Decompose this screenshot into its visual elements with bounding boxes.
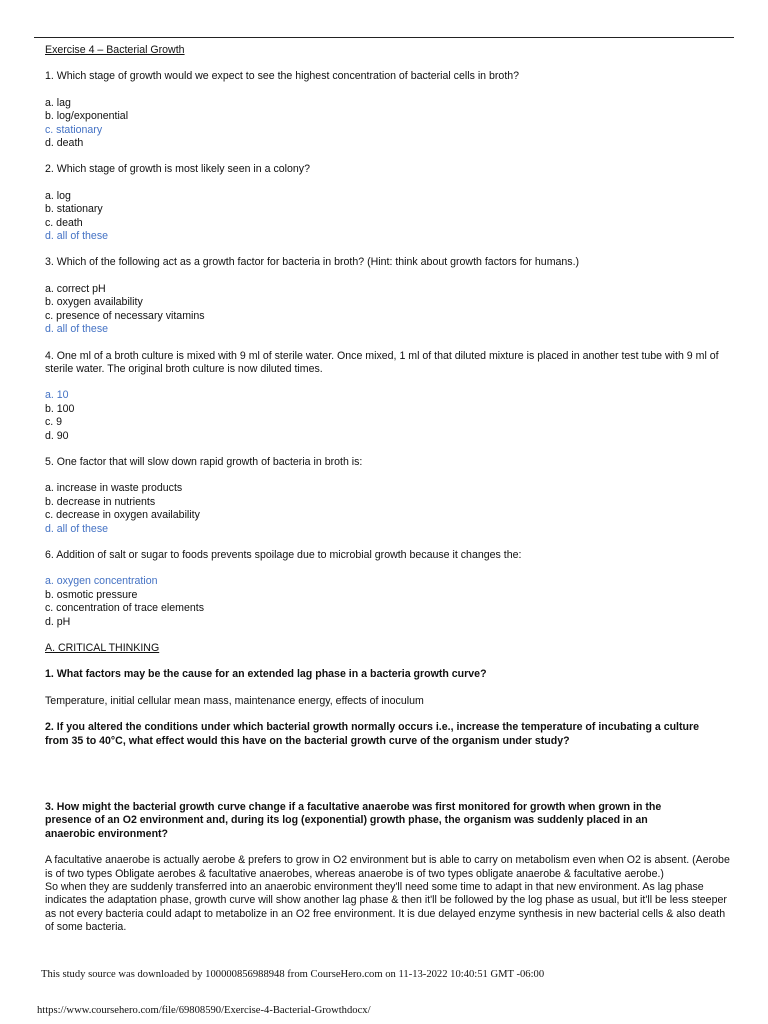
- question-6-options: [45, 575, 735, 629]
- question-5-options: [45, 482, 735, 536]
- question-3: 3. Which of the following act as a growth factor for bacteria in broth? (Hint: think about growth factors for humans.): [45, 256, 580, 269]
- question-6: 6. Addition of salt or sugar to foods prevents spoilage due to microbial growth because it changes the:: [45, 548, 522, 561]
- option: a. lag: [45, 96, 71, 109]
- critical-question-3: 3. How might the bacterial growth curve change if a facultative anaerobe was first monitored for growth when grown in the presence of an O2 environment and, during its log (exponential) growth phase, the organism was suddenly placed in an anaerobic environment?: [45, 801, 662, 840]
- option: d. pH: [45, 615, 71, 628]
- answer-option: c. stationary: [45, 123, 103, 136]
- critical-answer-3-para-1: A facultative anaerobe is actually aerobe & prefers to grow in O2 environment but is able to carry on metabolism even when O2 is absent. (Aerobe is of two types Obligate aerobes & facultative anaerobes, whereas anaerobe is of two types obligate anaerobe & facultative aerobe.): [45, 854, 730, 880]
- option: b. log/exponential: [45, 110, 129, 123]
- critical-question-1: 1. What factors may be the cause for an extended lag phase in a bacteria growth curve?: [45, 668, 487, 681]
- question-4-options: [45, 389, 735, 443]
- answer-option: d. all of these: [45, 522, 109, 535]
- question-4: 4. One ml of a broth culture is mixed with 9 ml of sterile water. Once mixed, 1 ml of that diluted mixture is placed in another test tube with 9 ml of sterile water. The original broth culture is now diluted times.: [45, 349, 719, 375]
- option: c. decrease in oxygen availability: [45, 509, 200, 522]
- document-body: [45, 44, 735, 935]
- option: a. log: [45, 189, 71, 202]
- critical-answer-3-para-2: So when they are suddenly transferred into an anaerobic environment they'll need some time to adapt in that new environment. As lag phase indicates the adaptation phase, growth curve will show another lag phase & then it'll be followed by the log phase as usual, but it'll be less steeper as not every bacteria could adapt to metabolize in an O2 free environment. It is due delayed enzyme synthesis in new bacterial cells & also death of some bacteria.: [45, 881, 727, 934]
- question-3-options: [45, 283, 735, 337]
- option: b. oxygen availability: [45, 296, 143, 309]
- option: b. osmotic pressure: [45, 588, 138, 601]
- question-5: 5. One factor that will slow down rapid growth of bacteria in broth is:: [45, 455, 363, 468]
- answer-option: a. 10: [45, 389, 69, 402]
- critical-question-2: 2. If you altered the conditions under which bacterial growth normally occurs i.e., increase the temperature of incubating a culture from 35 to 40°C, what effect would this have on the bacterial growth curve of the organism under study?: [45, 721, 700, 747]
- document-title: Exercise 4 – Bacterial Growth: [45, 44, 185, 56]
- answer-option: a. oxygen concentration: [45, 575, 158, 588]
- option: c. 9: [45, 416, 63, 429]
- download-notice: This study source was downloaded by 100000856988948 from CourseHero.com on 11-13-2022 10:40:51 GMT -06:00: [41, 969, 545, 980]
- question-2: 2. Which stage of growth is most likely seen in a colony?: [45, 163, 310, 176]
- top-rule: [34, 37, 734, 38]
- critical-answer-1: Temperature, initial cellular mean mass, maintenance energy, effects of inoculum: [45, 694, 424, 707]
- question-list: [45, 70, 735, 629]
- answer-option: d. all of these: [45, 323, 109, 336]
- option: b. 100: [45, 402, 75, 415]
- option: a. increase in waste products: [45, 482, 183, 495]
- option: c. death: [45, 216, 83, 229]
- question-2-options: [45, 190, 735, 244]
- option: d. death: [45, 137, 84, 150]
- question-1-options: [45, 97, 735, 151]
- question-1: 1. Which stage of growth would we expect to see the highest concentration of bacterial cells in broth?: [45, 70, 520, 83]
- critical-thinking-heading: A. CRITICAL THINKING: [45, 642, 160, 654]
- option: a. correct pH: [45, 282, 106, 295]
- option: b. decrease in nutrients: [45, 495, 156, 508]
- answer-option: d. all of these: [45, 230, 109, 243]
- option: d. 90: [45, 429, 69, 442]
- answer-gap: [45, 761, 735, 801]
- option: c. presence of necessary vitamins: [45, 309, 205, 322]
- source-url: https://www.coursehero.com/file/69808590/Exercise-4-Bacterial-Growthdocx/: [37, 1005, 371, 1016]
- option: c. concentration of trace elements: [45, 602, 204, 615]
- option: b. stationary: [45, 203, 103, 216]
